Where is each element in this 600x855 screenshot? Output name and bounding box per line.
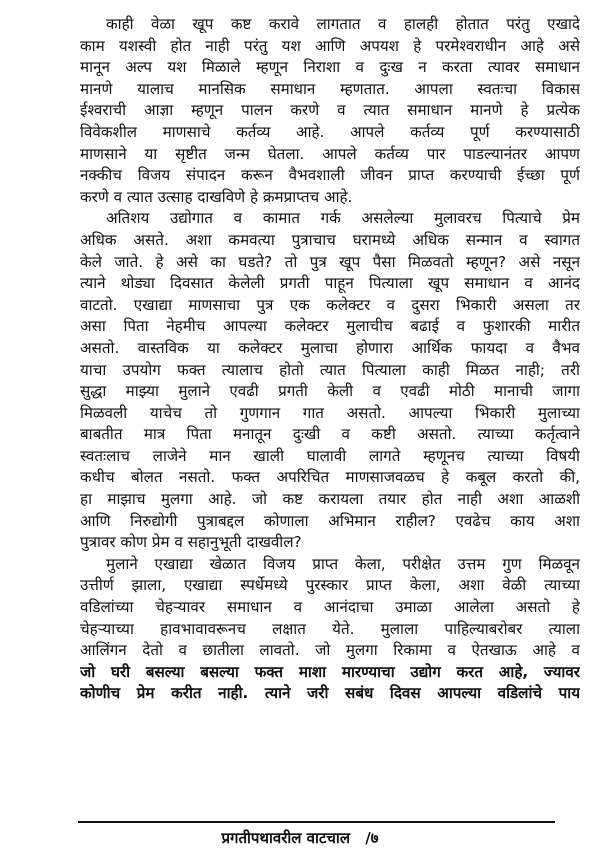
- footer-divider: [78, 821, 555, 823]
- paragraph-3-line-2: उत्तीर्ण झाला, एखाद्या स्पर्धेमध्ये पुरस्कार प्राप्त केला, अशा वेळी त्याच्या: [80, 576, 580, 595]
- paragraph-1-line-4: मानणे यालाच मानसिक समाधान म्हणतात. आपला स्वतःचा विकास: [80, 79, 580, 98]
- page-number: /७: [365, 829, 379, 847]
- paragraph-2-line-7: असतो. वास्तविक या कलेक्टर मुलाचा होणारा आर्थिक फायदा व वैभव: [80, 338, 580, 357]
- paragraph-2-line-14: हा माझाच मुलगा आहे. जो कष्ट करायला तयार होत नाही अशा आळशी: [80, 490, 580, 509]
- paragraph-1-line-3: मानून अल्प यश मिळाले म्हणून निराशा व दुःख न करता त्यावर समाधान: [80, 58, 580, 77]
- page-footer: [0, 827, 600, 849]
- paragraph-2-line-11: बाबतीत मात्र पिता मनातून दुःखी व कष्टी असतो. त्याच्या कर्तृत्वाने: [80, 425, 580, 444]
- paragraph-2-line-9: सुद्धा माझ्या मुलाने एवढी प्रगती केली व एवढी मोठी मानाची जागा: [80, 382, 580, 401]
- paragraph-1-line-6: विवेकशील माणसाचे कर्तव्य आहे. आपले कर्तव्य पूर्ण करण्यासाठी: [80, 122, 580, 141]
- paragraph-2-line-5: वाटतो. एखाद्या माणसाचा पुत्र एक कलेक्टर व दुसरा भिकारी असला तर: [80, 295, 580, 314]
- paragraph-2-line-3: केले जाते. हे असे का घडते? तो पुत्र खूप पैसा मिळवतो म्हणून? असे नसून: [80, 252, 580, 271]
- paragraph-3-line-4: चेहऱ्याच्या हावभावावरूनच लक्षात येते. मुलाला पाहिल्याबरोबर त्याला: [80, 619, 580, 638]
- paragraph-2-line-1: अतिशय उद्योगात व कामात गर्क असलेल्या मुलावरच पित्याचे प्रेम: [106, 209, 580, 228]
- book-title: प्रगतीपथावरील वाटचाल: [221, 829, 350, 847]
- paragraph-3-line-1: मुलाने एखाद्या खेळात विजय प्राप्त केला, परीक्षेत उत्तम गुण मिळवून: [106, 554, 580, 573]
- paragraph-2-line-2: अधिक असते. अशा कमवत्या पुत्राचाच घरामध्ये अधिक सन्मान व स्वागत: [80, 230, 580, 249]
- paragraph-1-line-7: माणसाने या सृष्टीत जन्म घेतला. आपले कर्तव्य पार पाडल्यानंतर आपण: [80, 144, 580, 163]
- paragraph-2-line-15: आणि निरुद्योगी पुत्राबद्दल कोणाला अभिमान राहील? एवढेच काय अशा: [80, 511, 580, 530]
- paragraph-2-line-13: कधीच बोलत नसतो. फक्त अपरिचित माणसाजवळच हे कबूल करतो की,: [80, 468, 580, 487]
- paragraph-3-line-5: आलिंगन देतो व छातीला लावतो. जो मुलगा रिकामा व ऐतखाऊ आहे व: [80, 641, 580, 660]
- paragraph-3-line-7: कोणीच प्रेम करीत नाही. त्याने जरी सबंध दिवस आपल्या वडिलांचे पाय: [80, 684, 580, 703]
- paragraph-1-line-2: काम यशस्वी होत नाही परंतु यश आणि अपयश हे परमेश्वराधीन आहे असे: [80, 36, 580, 55]
- paragraph-1-line-5: ईश्वराची आज्ञा म्हणून पालन करणे व त्यात समाधान मानणे हे प्रत्येक: [80, 101, 580, 120]
- paragraph-2-line-4: त्याने थोड्या दिवसात केलेली प्रगती पाहून पित्याला खूप समाधान व आनंद: [80, 274, 580, 293]
- paragraph-1-line-9: करणे व त्यात उत्साह दाखविणे हे क्रमप्राप्तच आहे.: [80, 187, 353, 206]
- body-text: [80, 14, 580, 705]
- paragraph-2-line-16: पुत्रावर कोण प्रेम व सहानुभूती दाखवील?: [80, 533, 302, 552]
- paragraph-2-line-6: असा पिता नेहमीच आपल्या कलेक्टर मुलाचीच बढाई व फुशारकी मारीत: [80, 317, 580, 336]
- paragraph-1-line-8: नक्कीच विजय संपादन करून वैभवशाली जीवन प्राप्त करण्याची ईच्छा पूर्ण: [80, 166, 580, 185]
- paragraph-2-line-8: याचा उपयोग फक्त त्यालाच होतो त्यात पित्याला काही मिळत नाही; तरी: [80, 360, 580, 379]
- paragraph-3-line-3: वडिलांच्या चेहऱ्यावर समाधान व आनंदाचा उमाळा आलेला असतो हे: [80, 598, 580, 617]
- paragraph-3-line-6: जो घरी बसल्या बसल्या फक्त माशा मारण्याचा उद्योग करत आहे, ज्यावर: [80, 662, 580, 681]
- paragraph-1-line-1: काही वेळा खूप कष्ट करावे लागतात व हालही होतात परंतु एखादे: [106, 15, 580, 33]
- paragraph-2-line-10: मिळवली याचेच तो गुणगान गात असतो. आपल्या भिकारी मुलाच्या: [80, 403, 580, 422]
- paragraph-2-line-12: स्वतःलाच लाजेने मान खाली घालावी लागते म्हणूनच त्याच्या विषयी: [80, 446, 580, 465]
